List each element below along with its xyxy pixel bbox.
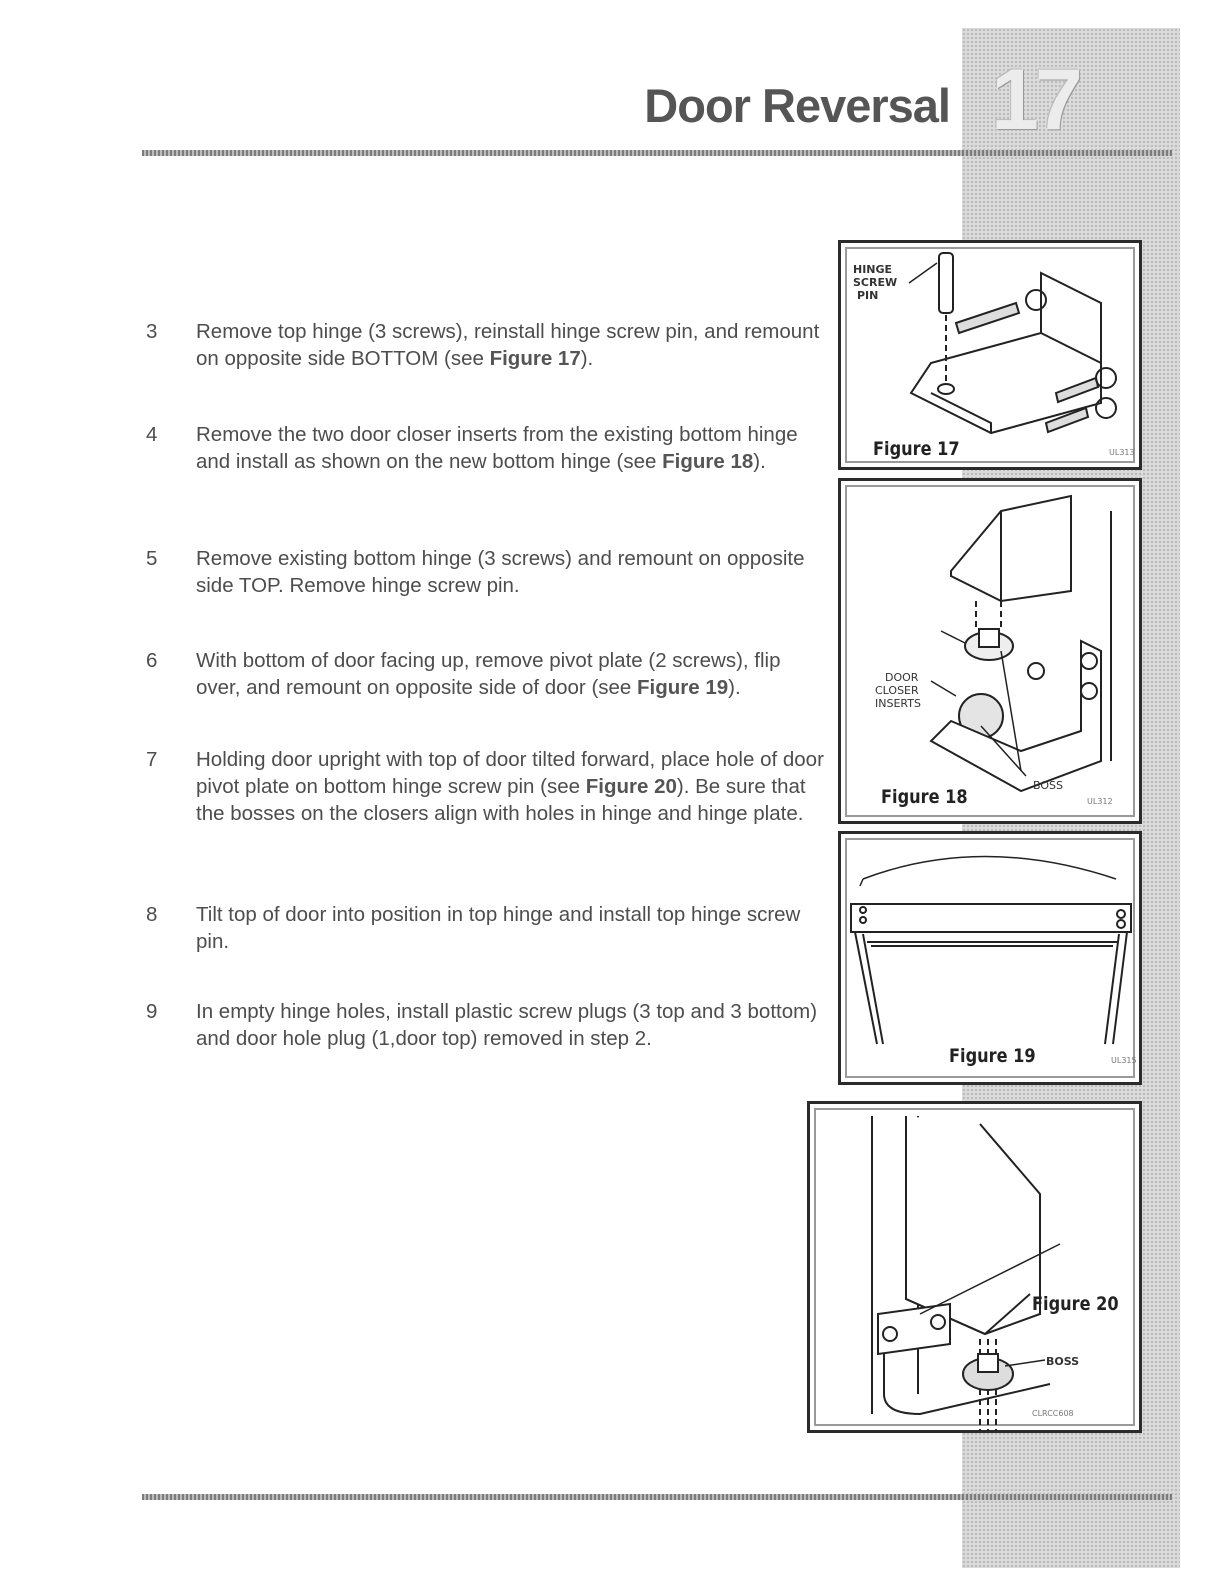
step-text: Remove existing bottom hinge (3 screws) and remount on opposite side TOP. Remove hinge screw pin. bbox=[196, 547, 805, 597]
step-text: Tilt top of door into position in top hinge and install top hinge screw pin. bbox=[196, 903, 801, 953]
figure-19-caption: Figure 19 bbox=[949, 1045, 1036, 1067]
page-number: 17 bbox=[991, 52, 1079, 148]
figure-17-caption: Figure 17 bbox=[873, 438, 960, 460]
boss-label: BOSS bbox=[1046, 1355, 1080, 1368]
step-number: 5 bbox=[146, 547, 158, 570]
figure-code: UL313 bbox=[1109, 448, 1135, 457]
figure-code: UL315 bbox=[1111, 1056, 1137, 1065]
step-text: In empty hinge holes, install plastic screw plugs (3 top and 3 bottom) and door hole plug (1,door top) removed in step 2. bbox=[196, 1000, 818, 1050]
step-text: Remove top hinge (3 screws), reinstall hinge screw pin, and remount on opposite side BOTTOM (see Figure 17). bbox=[196, 320, 820, 370]
door-closer-inserts-illustration bbox=[841, 481, 1139, 821]
figure-code: UL312 bbox=[1087, 797, 1113, 806]
step-number: 7 bbox=[146, 748, 158, 771]
boss-label: BOSS bbox=[1033, 779, 1063, 792]
figure-code: CLRCC608 bbox=[1032, 1409, 1074, 1418]
figure-18 bbox=[838, 478, 1142, 824]
figure-18-caption: Figure 18 bbox=[881, 786, 968, 808]
figure-17 bbox=[838, 240, 1142, 470]
footer-rule bbox=[142, 1494, 1172, 1500]
header-rule bbox=[142, 150, 1172, 156]
figure-reference: Figure 20 bbox=[585, 775, 677, 798]
figure-reference: Figure 19 bbox=[637, 676, 729, 699]
step-number: 8 bbox=[146, 903, 158, 926]
hinge-screw-pin-label: HINGE SCREW PIN bbox=[853, 263, 898, 302]
step-number: 6 bbox=[146, 649, 158, 672]
figure-20-caption: Figure 20 bbox=[1032, 1293, 1119, 1315]
figure-reference: Figure 17 bbox=[489, 347, 581, 370]
step-number: 9 bbox=[146, 1000, 158, 1023]
step-number: 3 bbox=[146, 320, 158, 343]
step-text: Remove the two door closer inserts from the existing bottom hinge and install as shown on the new bottom hinge (see Figure 18). bbox=[196, 423, 798, 473]
figure-20 bbox=[807, 1101, 1142, 1433]
page-title: Door Reversal bbox=[644, 79, 950, 132]
step-text: Holding door upright with top of door tilted forward, place hole of door pivot plate on bottom hinge screw pin (see Figure 20). Be sure that the bosses on the closers align with holes in hinge and hinge plate. bbox=[196, 748, 824, 825]
step-number: 4 bbox=[146, 423, 158, 446]
figure-19 bbox=[838, 831, 1142, 1085]
step-text: With bottom of door facing up, remove pivot plate (2 screws), flip over, and remount on opposite side of door (see Figure 19). bbox=[196, 649, 781, 699]
door-on-bottom-hinge-illustration bbox=[810, 1104, 1139, 1430]
figure-reference: Figure 18 bbox=[662, 450, 754, 473]
door-closer-inserts-label: DOOR CLOSER INSERTS bbox=[875, 671, 921, 710]
